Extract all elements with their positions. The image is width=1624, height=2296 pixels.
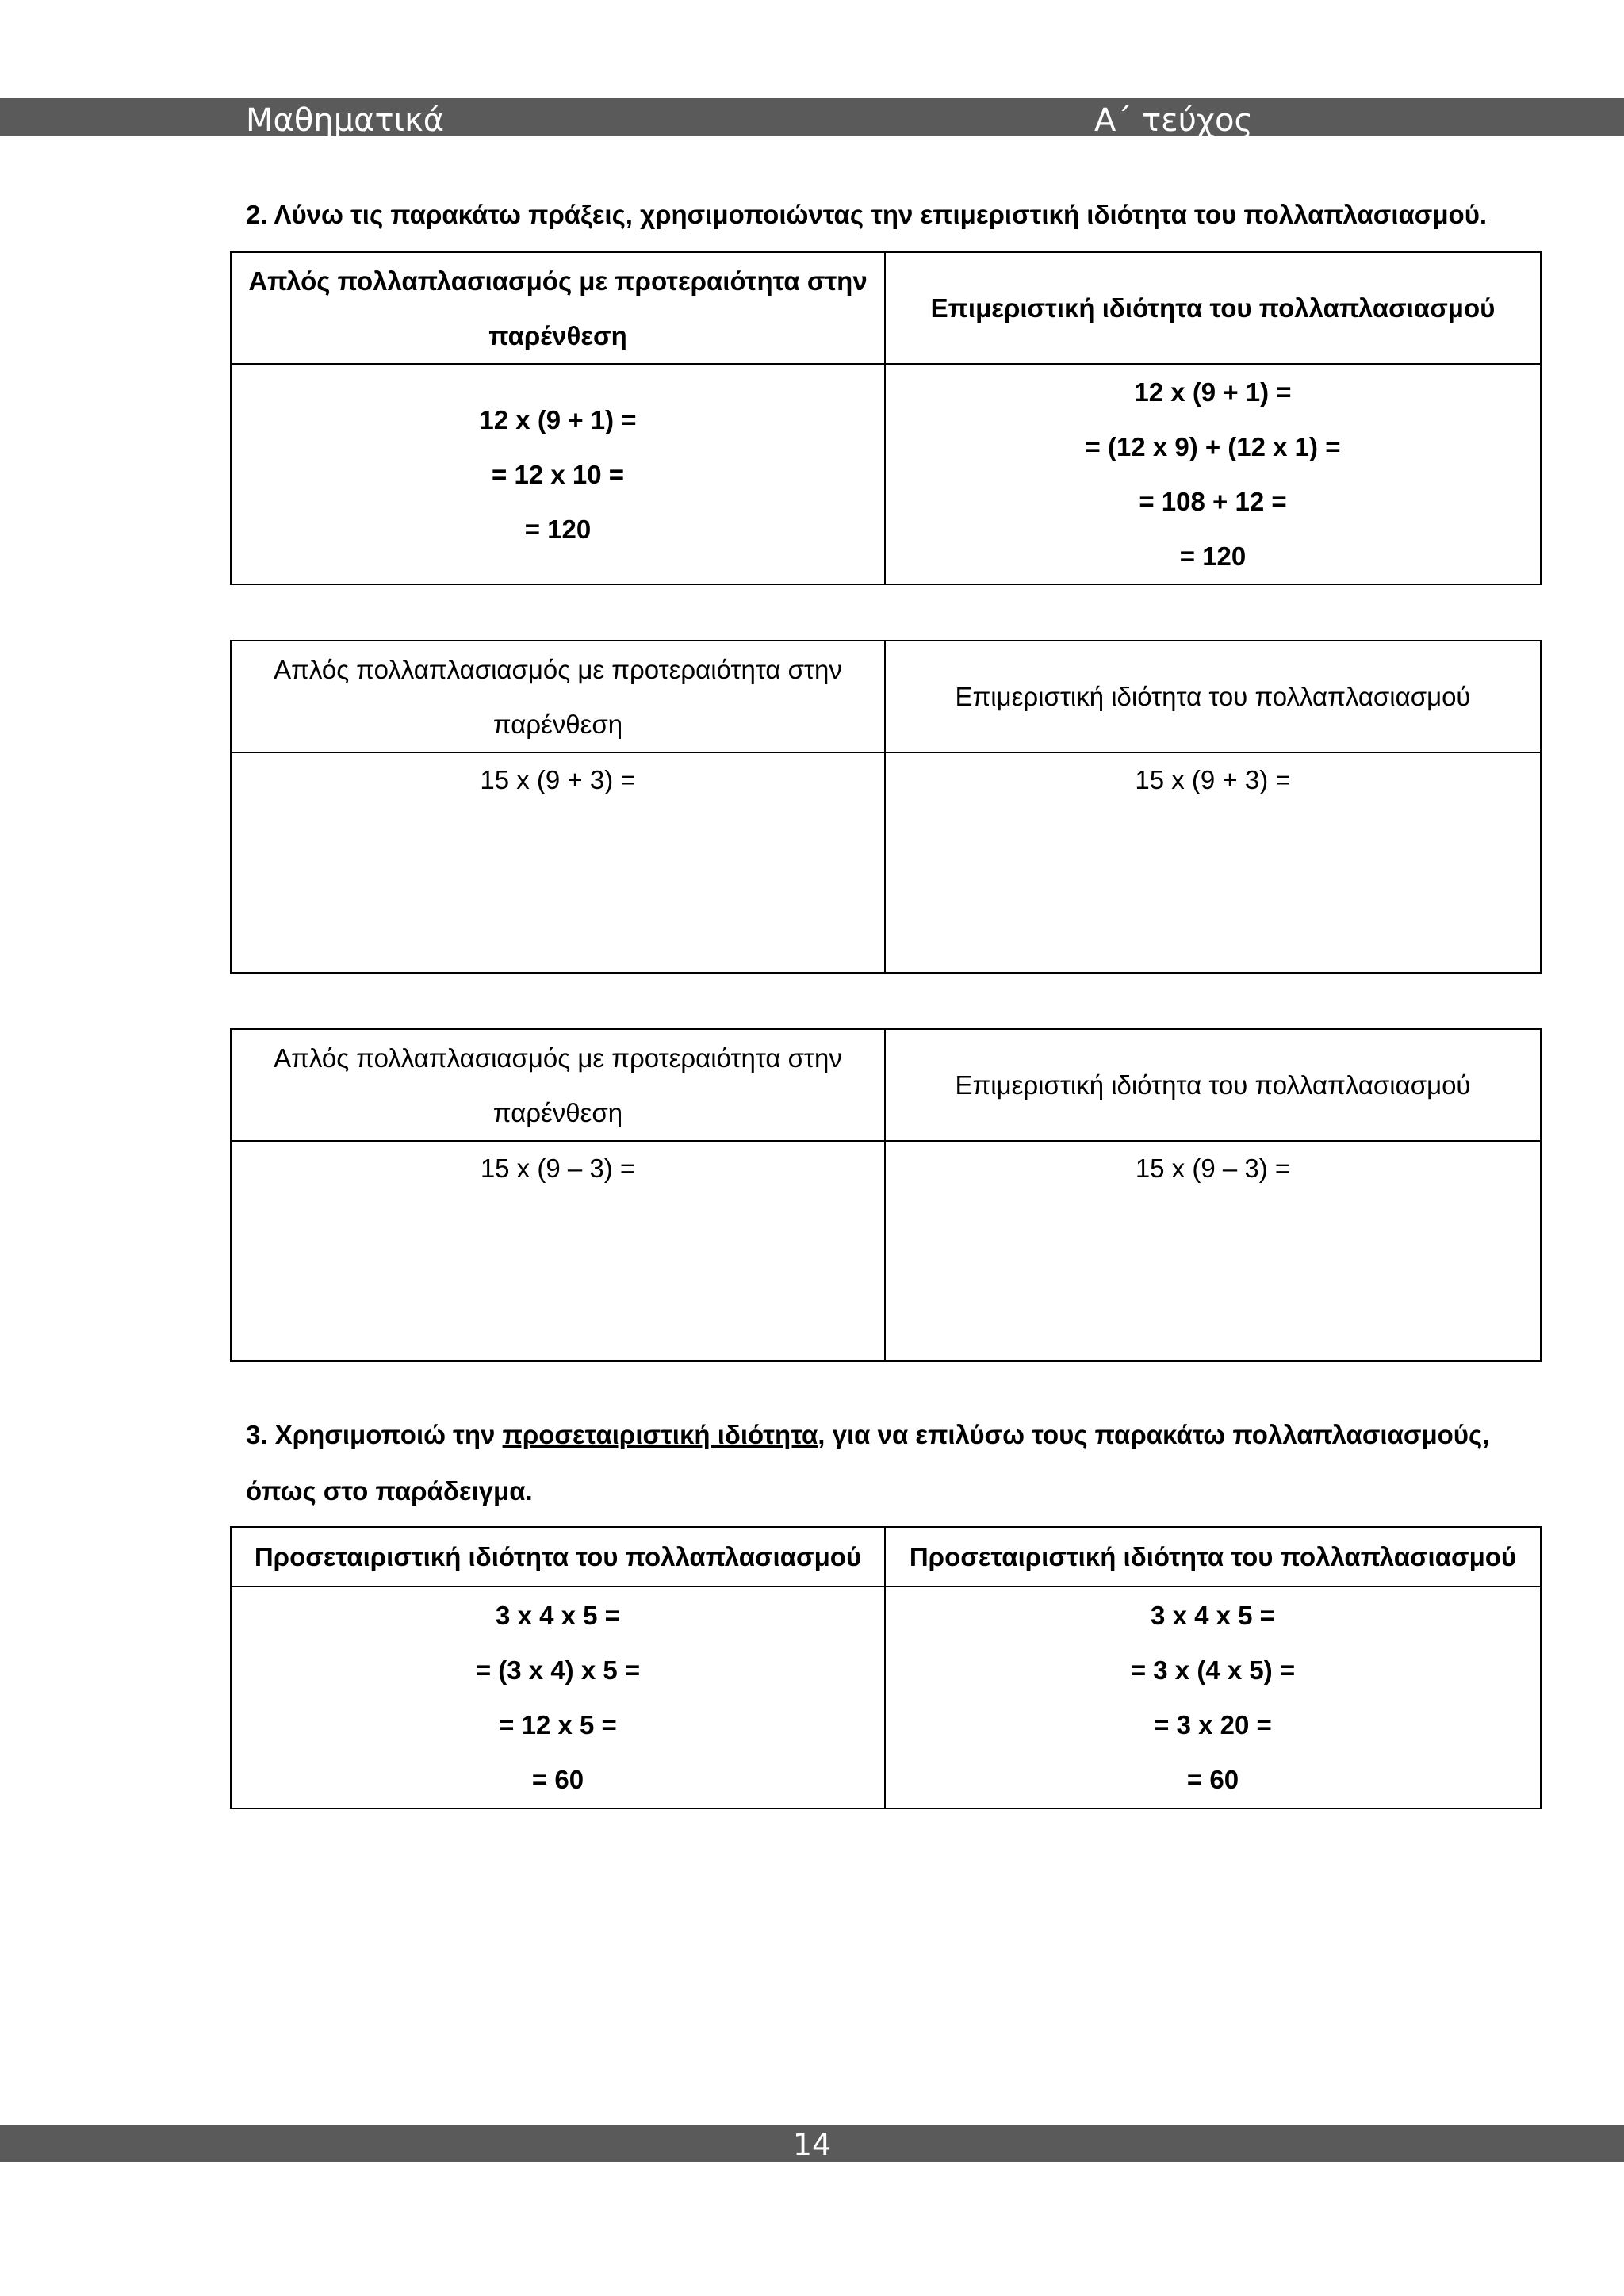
equation-line: 15 x (9 – 3) =: [1135, 1154, 1291, 1183]
table-cell-right: [886, 365, 1540, 584]
header-text: Απλός πολλαπλασιασμός με προτεραιότητα στην: [274, 654, 842, 684]
equation-line: = 3 x (4 x 5) =: [1130, 1655, 1296, 1685]
equation-line: = 108 + 12 =: [1139, 487, 1287, 516]
equation-line: = 12 x 5 =: [499, 1710, 617, 1739]
table-header-cell: [232, 253, 886, 363]
exercise-3-instruction: [246, 1407, 1546, 1462]
header-text: Προσεταιριστική ιδιότητα του πολλαπλασιασμού: [254, 1542, 862, 1571]
example-table-associative: [230, 1526, 1542, 1809]
equation-line: = (12 x 9) + (12 x 1) =: [1085, 432, 1341, 461]
equation-line: = 120: [524, 514, 592, 544]
equation-line: 12 x (9 + 1) =: [479, 404, 637, 434]
table-header-cell: [232, 1030, 886, 1140]
table-header-cell: [232, 641, 886, 752]
equation-line: 12 x (9 + 1) =: [1134, 377, 1292, 407]
equation-line: = 120: [1179, 541, 1247, 571]
instruction-text: 3. Χρησιμοποιώ την: [246, 1420, 503, 1449]
header-subject: Μαθηματικά: [246, 102, 445, 139]
header-bar: [0, 98, 1624, 139]
table-cell-right: [886, 1587, 1540, 1808]
equation-line: = 60: [531, 1765, 584, 1794]
instruction-text: , για να επιλύσω τους παρακάτω πολλαπλασιασμούς,: [818, 1420, 1490, 1449]
task-table-1: [230, 640, 1542, 974]
task-table-2: [230, 1028, 1542, 1362]
header-text: παρένθεση: [492, 1097, 623, 1127]
equation-line: = 12 x 10 =: [492, 459, 624, 489]
table-header-cell: [232, 1528, 886, 1586]
equation-line: = 3 x 20 =: [1154, 1710, 1272, 1739]
footer-bar: [0, 2125, 1624, 2162]
equation-line: 3 x 4 x 5 =: [1151, 1601, 1275, 1630]
equation-line: 3 x 4 x 5 =: [496, 1601, 620, 1630]
equation-line: 15 x (9 + 3) =: [480, 765, 636, 794]
exercise-2-instruction: 2. Λύνω τις παρακάτω πράξεις, χρησιμοποιώντας την επιμεριστική ιδιότητα του πολλαπλασιασμού.: [246, 200, 1488, 229]
header-text: Επιμεριστική ιδιότητα του πολλαπλασιασμού: [930, 293, 1496, 323]
header-text: παρένθεση: [488, 320, 627, 350]
header-text: Απλός πολλαπλασιασμός με προτεραιότητα στην: [248, 266, 868, 296]
table-header-cell: [886, 641, 1540, 752]
answer-cell-right[interactable]: [886, 1142, 1540, 1360]
page-number: 14: [792, 2127, 832, 2162]
header-volume: Α΄ τεύχος: [1094, 102, 1253, 139]
table-header-cell: [886, 1528, 1540, 1586]
table-cell-left: [232, 1587, 886, 1808]
header-text: Προσεταιριστική ιδιότητα του πολλαπλασιασμού: [909, 1542, 1517, 1571]
equation-line: 15 x (9 – 3) =: [480, 1154, 636, 1183]
example-table-distributive: [230, 251, 1542, 585]
answer-cell-left[interactable]: [232, 1142, 886, 1360]
header-text: Επιμεριστική ιδιότητα του πολλαπλασιασμού: [955, 682, 1471, 711]
table-cell-left: [232, 365, 886, 584]
header-text: παρένθεση: [492, 709, 623, 739]
table-header-cell: [886, 1030, 1540, 1140]
exercise-3-instruction-line2: όπως στο παράδειγμα.: [246, 1476, 533, 1506]
table-header-cell: [886, 253, 1540, 363]
instruction-underlined-term: προσεταιριστική ιδιότητα: [502, 1420, 818, 1449]
equation-line: = (3 x 4) x 5 =: [475, 1655, 641, 1685]
equation-line: = 60: [1186, 1765, 1239, 1794]
equation-line: 15 x (9 + 3) =: [1135, 765, 1291, 794]
header-text: Απλός πολλαπλασιασμός με προτεραιότητα στην: [274, 1043, 842, 1073]
answer-cell-left[interactable]: [232, 753, 886, 972]
answer-cell-right[interactable]: [886, 753, 1540, 972]
header-text: Επιμεριστική ιδιότητα του πολλαπλασιασμού: [955, 1070, 1471, 1100]
